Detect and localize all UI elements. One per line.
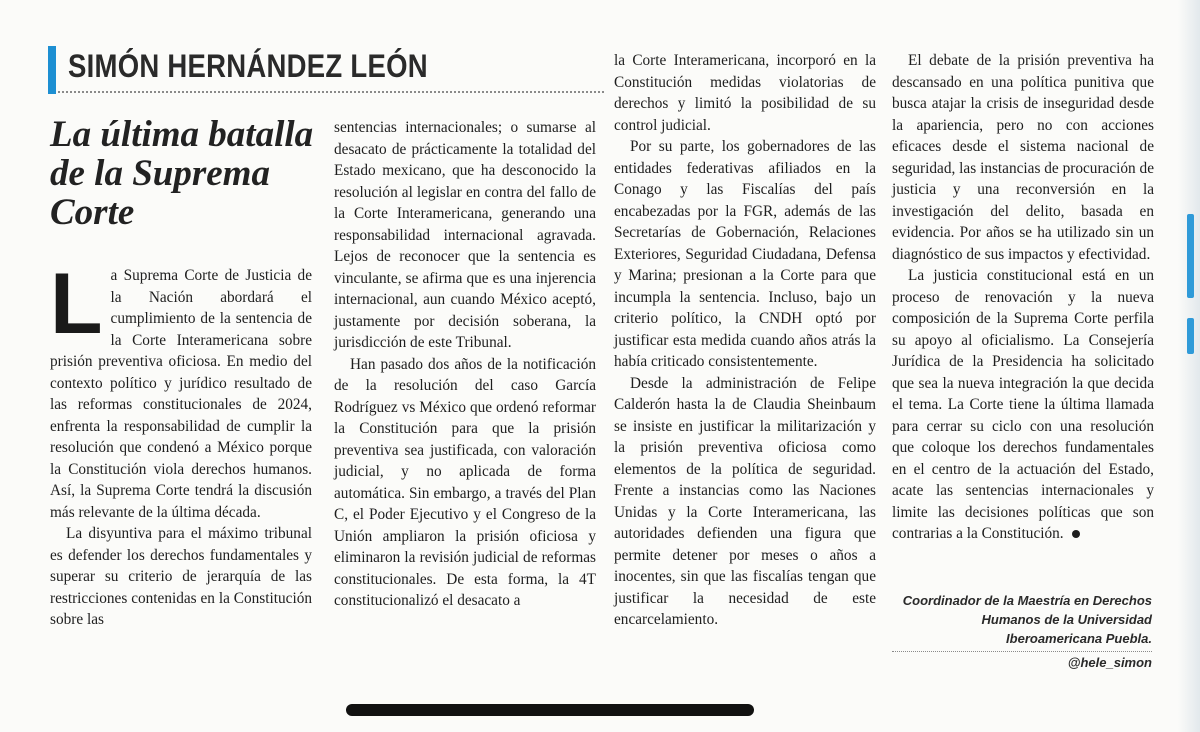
paragraph: Por su parte, los gobernadores de las entidades federativas afiliados en la Conago y las Fiscalías del país encabezadas por la FGR, además de las Secretarías de Gobernación, Relaciones Exteriores, Seguridad Ciudadana, Defensa y Marina; presionan a la Corte para que incumpla la sentencia. Incluso, bajo un criterio político, la CNDH optó por justificar esta medida cuando años atrás la había criticado consistentemente. [614, 138, 876, 370]
paragraph: La disyuntiva para el máximo tribunal es defender los derechos fundamentales y superar su criterio de jerarquía de las restricciones contenidas en la Constitución sobre las [50, 525, 312, 628]
article-title: La última batalla de la Suprema Corte [50, 114, 314, 233]
paragraph [50, 256, 312, 523]
credit-line: Coordinador de la Maestría en Derechos [902, 593, 1152, 608]
handle-dotted-rule [892, 651, 1152, 652]
home-indicator-bar[interactable] [346, 704, 754, 716]
drop-cap: L [50, 256, 103, 352]
social-handle: @hele_simon [1067, 655, 1152, 670]
adjacent-page-accent-strip [1187, 318, 1194, 354]
credit-line: Humanos de la Universidad [981, 612, 1152, 627]
article-column-4 [892, 50, 1154, 545]
header-dotted-rule [58, 91, 604, 93]
author-credit [860, 591, 1152, 648]
paragraph: sentencias internacionales; o sumarse al desacato de prácticamente la totalidad del Estado mexicano, que ha desconocido la resolución al legislar en contra del fallo de la Corte Interamericana, generando una responsabilidad internacional agravada. Lejos de reconocer que la sentencia es vinculante, se afirma que es una injerencia internacional, aun cuando México aceptó, justamente por decisión soberana, la jurisdicción de este Tribunal. [334, 119, 596, 351]
article-column-1 [50, 256, 312, 631]
paragraph: la Corte Interamericana, incorporó en la Constitución medidas violatorias de derechos y limitó la posibilidad de su control judicial. [614, 52, 876, 134]
author-accent-bar [48, 46, 56, 94]
adjacent-page-accent-strip [1187, 214, 1194, 298]
paragraph: Desde la administración de Felipe Calderón hasta la de Claudia Sheinbaum se insiste en justificar la militarización y la prisión preventiva oficiosa como elementos de la política de seguridad. Frente a instancias como las Naciones Unidas y la Corte Interamericana, las autoridades defienden una figura que permite detener por meses o años a inocentes, sin que las fiscalías tengan que justificar la necesidad de este encarcelamiento. [614, 374, 876, 628]
paragraph-text: a Suprema Corte de Justicia de la Nación abordará el cumplimiento de la sentencia de la Corte Interamericana sobre prisión preventiva oficiosa. En medio del contexto político y jurídico resultado de las reformas constitucionales de 2024, enfrenta la responsabilidad de cumplir la resolución que condenó a México porque la Constitución viola derechos humanos. Así, la Suprema Corte tendrá la discusión más relevante de la última década. [50, 267, 312, 521]
author-name: SIMÓN HERNÁNDEZ LEÓN [68, 48, 428, 84]
credit-line: Iberoamericana Puebla. [1006, 631, 1152, 646]
article-column-3 [614, 50, 876, 631]
paragraph-text: La justicia constitucional está en un proceso de renovación y la nueva composición de la Suprema Corte perfila su apoyo al oficialismo. La Consejería Jurídica de la Presidencia ha solicitado que sea la nueva integración la que decida el tema. La Corte tiene la última llamada para cerrar su ciclo con una resolución que coloque los derechos fundamentales en el centro de la actuación del Estado, acate las sentencias internacionales y limite las decisiones políticas que son contrarias a la Constitución. [892, 267, 1154, 542]
paragraph: El debate de la prisión preventiva ha descansado en una política punitiva que busca atajar la crisis de inseguridad desde la apariencia, pero no con acciones eficaces desde el sistema nacional de seguridad, las instancias de procuración de justicia y una reconversión en la investigación del delito, basada en evidencia. Por años se ha utilizado sin un diagnóstico de sus impactos y efectividad. [892, 52, 1154, 263]
paragraph [892, 265, 1154, 545]
end-of-article-dot-icon [1072, 530, 1080, 538]
page-edge-shadow [1178, 0, 1200, 732]
article-column-2 [334, 117, 596, 612]
paragraph: Han pasado dos años de la notificación de la resolución del caso García Rodríguez vs México que ordenó reformar la Constitución para que la prisión preventiva sea justificada, con valoración judicial, y no aplicada de forma automática. Sin embargo, a través del Plan C, el Poder Ejecutivo y el Congreso de la Unión ampliaron la prisión oficiosa y eliminaron la revisión judicial de reformas constitucionales. De esta forma, la 4T constitucionalizó el desacato a [334, 355, 596, 609]
